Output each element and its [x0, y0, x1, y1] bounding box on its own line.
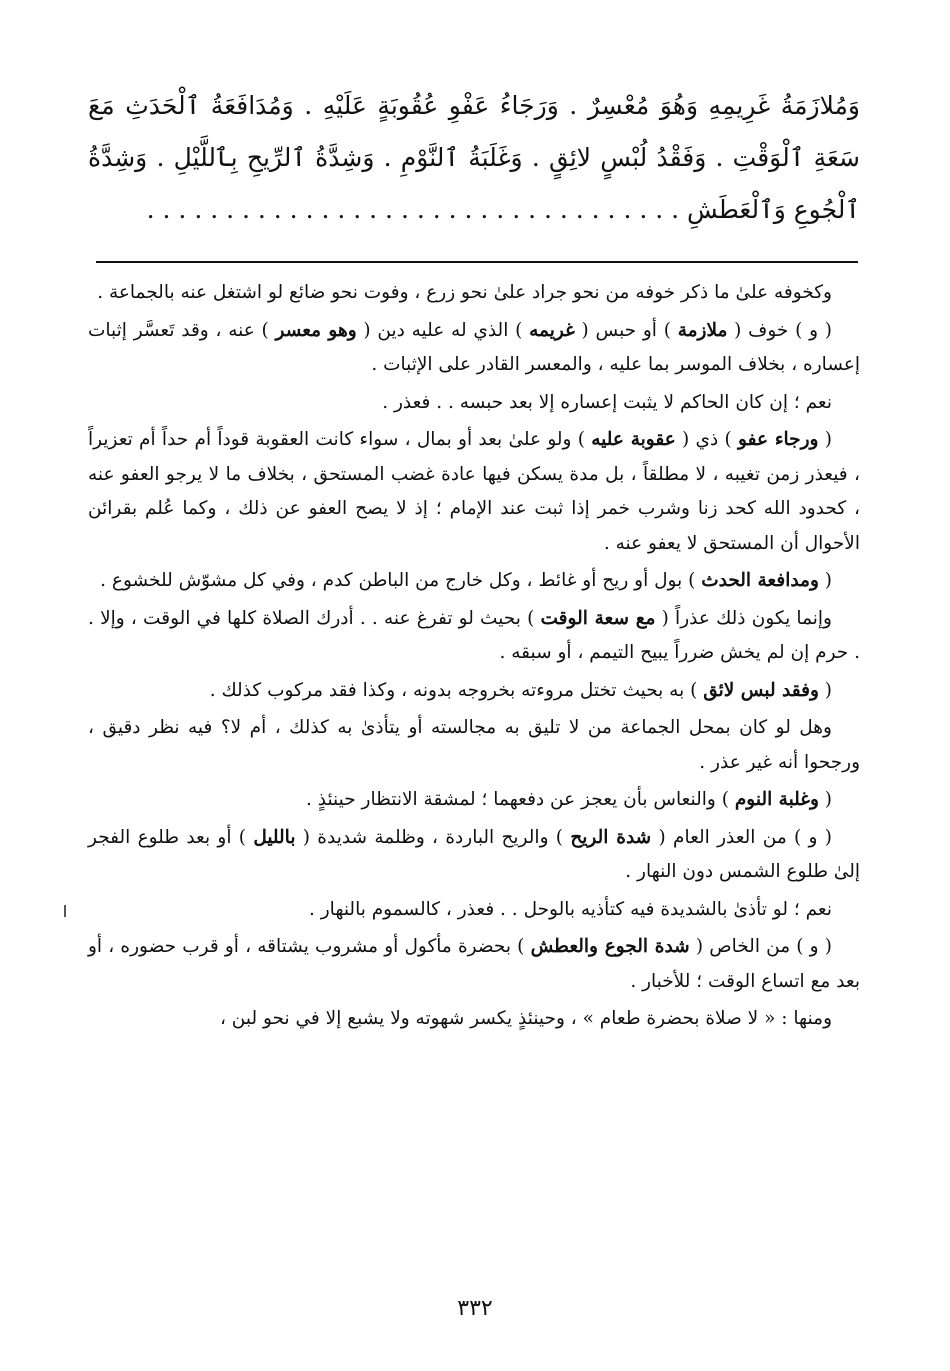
commentary-paragraph	[88, 1002, 860, 1037]
quoted-matn-term: ومدافعة الحدث	[701, 570, 819, 591]
commentary-text: (	[818, 679, 832, 701]
matn-text: وَمُلازَمَةُ غَرِيمِهِ وَهُوَ مُعْسِرٌ . وَرَجَاءُ عَفْوِ عُقُوبَةٍ عَلَيْهِ . وَمُدَافَعَةُ ٱلْحَدَثِ مَعَ سَعَةِ ٱلْوَقْتِ . وَفَقْدُ لُبْسٍ لائِقٍ . وَغَلَبَةُ ٱلنَّوْمِ . وَشِدَّةُ ٱلرِّيحِ بِٱللَّيْلِ . وَشِدَّةُ ٱلْجُوعِ وَٱلْعَطَشِ .	[88, 91, 860, 224]
margin-mark	[64, 905, 66, 917]
commentary-block	[88, 276, 860, 1040]
quoted-matn-term: بالليل	[253, 826, 296, 848]
commentary-text: (	[818, 789, 832, 810]
separator-rule	[96, 261, 858, 263]
commentary-text: ) بحضرة مأكول أو مشروب يشتاقه ، أو قرب حضوره ، أو بعد مع اتساع الوقت ؛ للأخبار .	[88, 936, 860, 992]
commentary-text: ) عنه ، وقد تَعسَّر إثبات إعساره ، بخلاف الموسر بما عليه ، والمعسر القادر على الإثبات .	[88, 319, 860, 375]
matn-dots: . . . . . . . . . . . . . . . . . . . . . . . . . . . . . . . . .	[146, 195, 664, 224]
commentary-text: ) أو بعد طلوع الفجر إلىٰ طلوع الشمس دون النهار .	[88, 826, 860, 882]
commentary-text: ( و ) من الخاص (	[689, 936, 833, 957]
quoted-matn-term: شدة الجوع والعطش	[530, 936, 690, 957]
commentary-text: ) أو حبس (	[574, 319, 678, 341]
commentary-paragraph	[88, 674, 860, 709]
commentary-text: ) والنعاس بأن يعجز عن دفعهما ؛ لمشقة الانتظار حينئذٍ .	[305, 789, 735, 810]
quoted-matn-term: ملازمة	[677, 319, 728, 341]
quoted-matn-term: شدة الريح	[570, 826, 652, 848]
commentary-text: وهل لو كان بمحل الجماعة من لا تليق به مجالسته أو يتأذىٰ به كذلك ، أم لا؟ فيه نظر دقيق ، ورجحوا أنه غير عذر .	[88, 717, 860, 773]
commentary-paragraph	[88, 821, 860, 890]
commentary-text: ) بول أو ريح أو غائط ، وكل خارج من الباطن كدم ، وفي كل مشوّش للخشوع .	[100, 570, 702, 591]
quoted-matn-term: وغلبة النوم	[734, 789, 819, 810]
commentary-text: وإنما يكون ذلك عذراً (	[655, 607, 832, 629]
quoted-matn-term: غريمه	[529, 319, 575, 341]
commentary-paragraph	[88, 893, 860, 928]
commentary-text: ) به بحيث تختل مروءته بخروجه بدونه ، وكذا فقد مركوب كذلك .	[209, 679, 704, 701]
commentary-text: ( و ) خوف (	[727, 319, 832, 341]
quoted-matn-term: مع سعة الوقت	[540, 607, 656, 629]
commentary-paragraph	[88, 276, 860, 311]
commentary-text: نعم ؛ إن كان الحاكم لا يثبت إعساره إلا بعد حبسه . . فعذر .	[382, 391, 832, 413]
commentary-paragraph	[88, 602, 860, 671]
commentary-paragraph	[88, 564, 860, 599]
commentary-paragraph	[88, 930, 860, 999]
commentary-text: وكخوفه علىٰ ما ذكر خوفه من نحو جراد علىٰ نحو زرع ، وفوت نحو ضائع لو اشتغل عنه بالجماعة .	[97, 282, 832, 303]
main-text-block	[88, 80, 860, 238]
quoted-matn-term: ورجاء عفو	[738, 429, 819, 450]
commentary-paragraph	[88, 711, 860, 780]
commentary-text: ) والريح الباردة ، وظلمة شديدة (	[295, 826, 571, 848]
page-number: ٣٣٢	[457, 1296, 493, 1321]
commentary-text: ) بحيث لو تفرغ عنه . . أدرك الصلاة كلها في الوقت ، وإلا . . حرم إن لم يخش ضرراً يبيح التيمم ، أو سبقه .	[88, 607, 860, 663]
commentary-text: نعم ؛ لو تأذىٰ بالشديدة فيه كتأذيه بالوحل . . فعذر ، كالسموم بالنهار .	[308, 898, 832, 920]
matn-verse	[88, 80, 860, 238]
commentary-paragraph	[88, 783, 860, 818]
commentary-text: (	[818, 429, 832, 450]
quoted-matn-term: وهو معسر	[275, 319, 357, 341]
commentary-text: ( و ) من العذر العام (	[651, 826, 833, 848]
commentary-paragraph	[88, 314, 860, 383]
commentary-text: ) الذي له عليه دين (	[356, 319, 530, 341]
quoted-matn-term: وفقد لبس لائق	[703, 679, 819, 701]
commentary-text: ) ولو علىٰ بعد أو بمال ، سواء كانت العقوبة قوداً أم حداً أم تعزيراً ، فيعذر زمن تغيبه ، لا مطلقاً ، بل مدة يسكن فيها عادة غضب المستحق ، بخلاف ما لا يرجو العفو عنه ، كحدود الله كحد زنا وشرب خمر إذا ثبت عند الإمام ؛ إذ لا يصح العفو عن ذلك ، وكما عُلم بقرائن الأحوال أن المستحق لا يعفو عنه .	[88, 429, 860, 554]
commentary-text: ) ذي (	[675, 429, 739, 450]
commentary-paragraph	[88, 386, 860, 421]
commentary-text: (	[818, 570, 832, 591]
commentary-text: ومنها : « لا صلاة بحضرة طعام » ، وحينئذٍ يكسر شهوته ولا يشبع إلا في نحو لبن ،	[219, 1008, 832, 1029]
quoted-matn-term: عقوبة عليه	[591, 429, 676, 450]
commentary-paragraph	[88, 423, 860, 561]
